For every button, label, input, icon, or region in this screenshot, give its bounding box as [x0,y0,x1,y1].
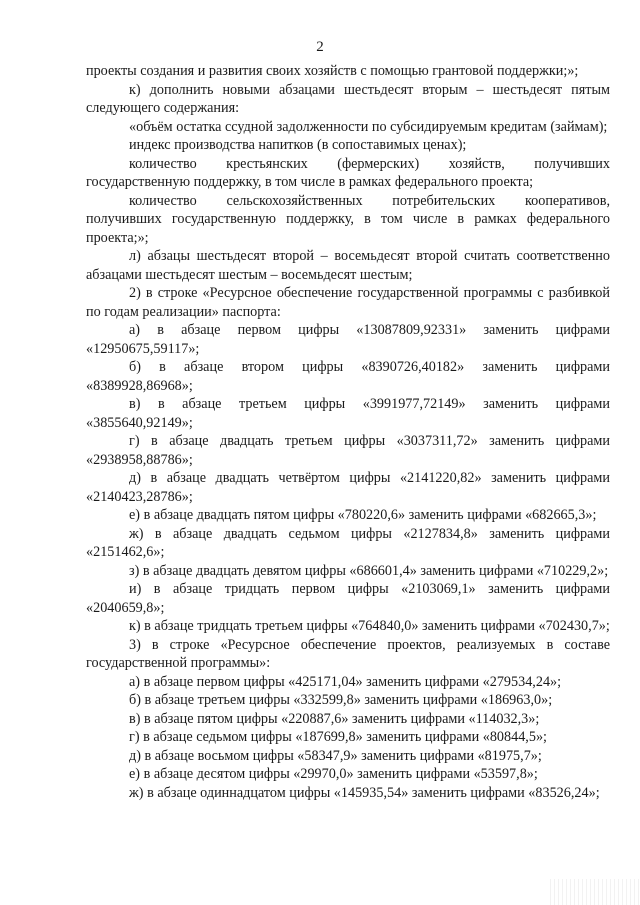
paragraph: б) в абзаце втором цифры «8390726,40182» заменить цифрами «8389928,86968»; [86,359,610,394]
paragraph: д) в абзаце восьмом цифры «58347,9» заменить цифрами «81975,7»; [129,747,542,764]
paragraph: е) в абзаце десятом цифры «29970,0» заменить цифрами «53597,8»; [129,766,538,782]
paragraph: з) в абзаце двадцать девятом цифры «686601,4» заменить цифрами «710229,2»; [129,562,609,579]
paragraph: 2) в строке «Ресурсное обеспечение государственной программы с разбивкой по годам реализации» паспорта: [86,285,610,320]
paragraph: л) абзацы шестьдесят второй – восемьдесят второй считать соответственно абзацами шестьдесят шестым – восемьдесят шестым; [86,248,610,283]
page-number: 2 [316,39,324,55]
paragraph: и) в абзаце тридцать первом цифры «2103069,1» заменить цифрами «2040659,8»; [86,581,610,616]
document-body [86,62,610,802]
paragraph: ж) в абзаце одиннадцатом цифры «145935,54» заменить цифрами «83526,24»; [129,784,600,801]
paragraph: ж) в абзаце двадцать седьмом цифры «2127834,8» заменить цифрами «2151462,6»; [86,525,610,560]
paragraph: д) в абзаце двадцать четвёртом цифры «2141220,82» заменить цифрами «2140423,28786»; [86,470,610,505]
paragraph: в) в абзаце третьем цифры «3991977,72149» заменить цифрами «3855640,92149»; [86,396,610,431]
paragraph: б) в абзаце третьем цифры «332599,8» заменить цифрами «186963,0»; [129,692,553,708]
paragraph: г) в абзаце седьмом цифры «187699,8» заменить цифрами «80844,5»; [129,729,547,745]
paragraph: индекс производства напитков (в сопоставимых ценах); [129,137,467,153]
scan-artifact [550,879,640,905]
paragraph: г) в абзаце двадцать третьем цифры «3037311,72» заменить цифрами «2938958,88786»; [86,433,610,468]
paragraph: в) в абзаце пятом цифры «220887,6» заменить цифрами «114032,3»; [129,710,540,727]
paragraph: а) в абзаце первом цифры «13087809,92331» заменить цифрами «12950675,59117»; [86,322,610,357]
paragraph: е) в абзаце двадцать пятом цифры «780220,6» заменить цифрами «682665,3»; [129,507,597,523]
paragraph: количество крестьянских (фермерских) хозяйств, получивших государственную поддержку, в том числе в рамках федерального проекта; [86,155,610,190]
paragraph: к) в абзаце тридцать третьем цифры «764840,0» заменить цифрами «702430,7»; [129,618,610,634]
paragraph: к) дополнить новыми абзацами шестьдесят вторым – шестьдесят пятым следующего содержания: [86,81,610,116]
paragraph: «объём остатка ссудной задолженности по субсидируемым кредитам (займам); [129,118,608,135]
paragraph: 3) в строке «Ресурсное обеспечение проектов, реализуемых в составе государственной программы»: [86,636,610,671]
paragraph: проекты создания и развития своих хозяйств с помощью грантовой поддержки;»; [86,63,579,79]
paragraph: количество сельскохозяйственных потребительских кооперативов, получивших государственную поддержку, в том числе в рамках федерального проекта;»; [86,192,610,246]
paragraph: а) в абзаце первом цифры «425171,04» заменить цифрами «279534,24»; [129,673,562,690]
